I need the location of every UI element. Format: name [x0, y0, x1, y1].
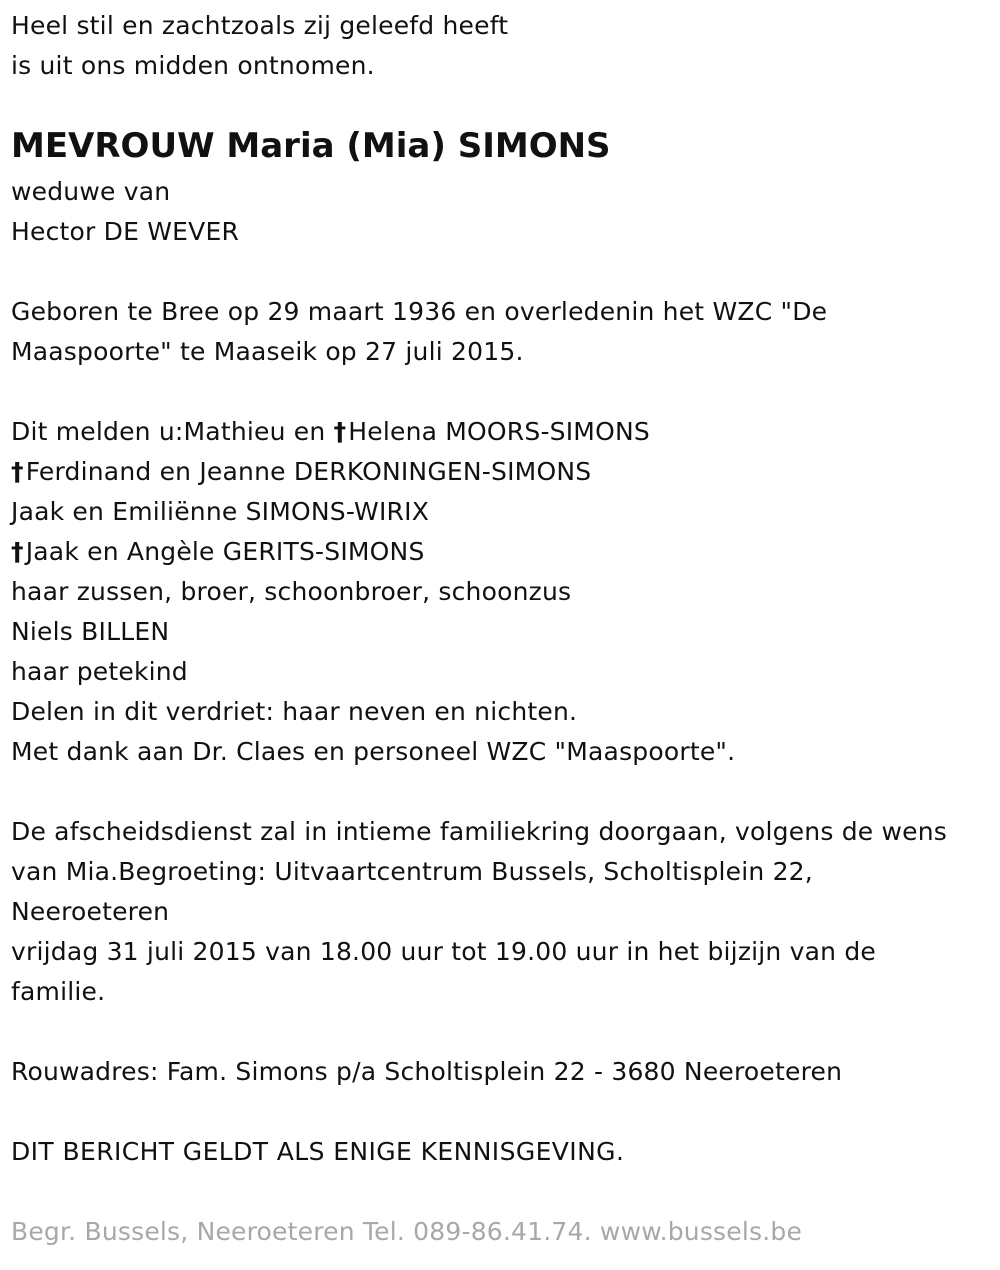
intro-text — [11, 6, 996, 86]
deceased-name: MEVROUW Maria (Mia) SIMONS — [11, 126, 611, 166]
spacer — [11, 1012, 996, 1052]
service-info — [11, 812, 996, 1012]
spacer — [11, 772, 996, 812]
family-line: Delen in dit verdriet: haar neven en nichten. — [11, 697, 578, 726]
intro-line: is uit ons midden ontnomen. — [11, 51, 375, 80]
family-line: Jaak en Emiliënne SIMONS-WIRIX — [11, 497, 430, 526]
notice-statement: DIT BERICHT GELDT ALS ENIGE KENNISGEVING. — [11, 1137, 625, 1166]
family-line-text: Jaak en Angèle GERITS-SIMONS — [25, 537, 425, 566]
service-line: Neeroeteren — [11, 897, 170, 926]
obituary-notice — [11, 0, 996, 1252]
cross-icon: † — [11, 537, 24, 566]
family-line: haar petekind — [11, 657, 188, 686]
funeral-home-footer: Begr. Bussels, Neeroeteren Tel. 089-86.41.74. www.bussels.be — [11, 1217, 803, 1246]
family-line: haar zussen, broer, schoonbroer, schoonzus — [11, 577, 572, 606]
family-line: Niels BILLEN — [11, 617, 170, 646]
cross-icon: † — [11, 457, 24, 486]
family-line — [11, 412, 996, 452]
family-line — [11, 532, 996, 572]
birth-death-info — [11, 292, 996, 372]
family-line-text: Ferdinand en Jeanne DERKONINGEN-SIMONS — [25, 457, 592, 486]
family-line: Met dank aan Dr. Claes en personeel WZC "Maaspoorte". — [11, 737, 736, 766]
widow-of-label: weduwe van — [11, 177, 171, 206]
service-line: van Mia.Begroeting: Uitvaartcentrum Bussels, Scholtisplein 22, — [11, 857, 813, 886]
spacer — [11, 1092, 996, 1132]
cross-icon: † — [333, 417, 347, 446]
spacer — [11, 252, 996, 292]
service-line: vrijdag 31 juli 2015 van 18.00 uur tot 19.00 uur in het bijzijn van de — [11, 937, 876, 966]
intro-line: Heel stil en zachtzoals zij geleefd heeft — [11, 11, 509, 40]
spouse-name: Hector DE WEVER — [11, 217, 240, 246]
service-line: familie. — [11, 977, 106, 1006]
family-line — [11, 452, 996, 492]
family-line-prefix: Dit melden u:Mathieu en — [11, 417, 334, 446]
family-line-suffix: Helena MOORS-SIMONS — [348, 417, 650, 446]
spacer — [11, 372, 996, 412]
family-list — [11, 412, 996, 772]
birth-death-line: Geboren te Bree op 29 maart 1936 en overledenin het WZC "De — [11, 297, 828, 326]
service-line: De afscheidsdienst zal in intieme familiekring doorgaan, volgens de wens — [11, 817, 948, 846]
birth-death-line: Maaspoorte" te Maaseik op 27 juli 2015. — [11, 337, 524, 366]
mourning-address: Rouwadres: Fam. Simons p/a Scholtisplein 22 - 3680 Neeroeteren — [11, 1057, 843, 1086]
